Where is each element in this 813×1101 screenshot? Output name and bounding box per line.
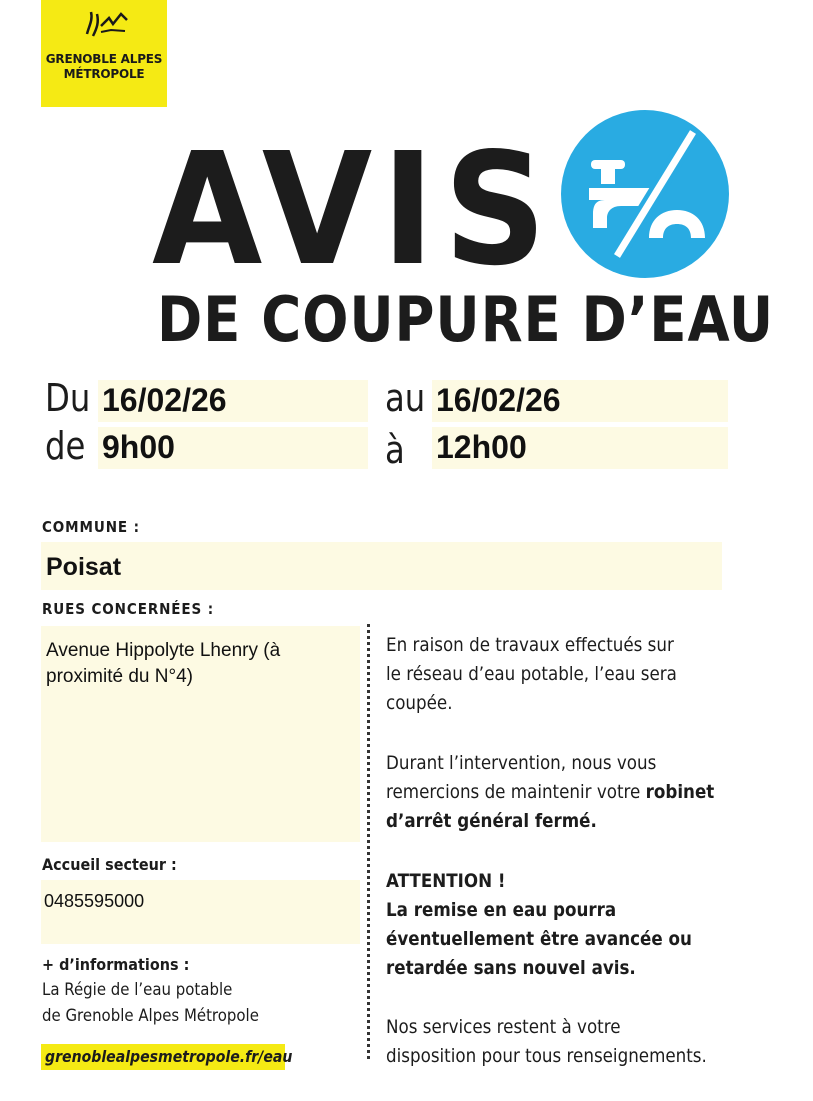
more-info-heading: + d’informations : [42, 955, 190, 974]
website-text[interactable]: grenoblealpesmetropole.fr/eau [45, 1047, 293, 1066]
sector-phone: 0485595000 [44, 891, 145, 911]
attention-block [386, 867, 692, 983]
commune-field [41, 542, 722, 590]
end-time-value: 12h00 [436, 429, 527, 465]
attention-line-3: retardée sans nouvel avis. [386, 957, 636, 979]
column-divider [367, 624, 370, 1059]
no-water-tap-icon [561, 110, 729, 278]
closing-line-2: disposition pour tous renseignements. [386, 1045, 707, 1067]
page-subtitle: DE COUPURE D’EAU [157, 283, 775, 356]
commune-value: Poisat [46, 553, 122, 581]
notice-p1-line-3: coupée. [386, 692, 453, 714]
closing-line-1: Nos services restent à votre [386, 1016, 621, 1038]
notice-p2-bold-robinet: robinet [645, 781, 715, 803]
notice-paragraph-2 [386, 749, 714, 836]
attention-line-1: La remise en eau pourra [386, 899, 617, 921]
streets-field [41, 626, 360, 842]
from-label: Du [45, 376, 91, 420]
streets-line-1: Avenue Hippolyte Lhenry (à [46, 640, 281, 661]
start-time-field [98, 427, 368, 469]
from-date-field [98, 380, 368, 422]
notice-p2-line-1: Durant l’intervention, nous vous [386, 752, 657, 774]
closing-paragraph [386, 1013, 707, 1071]
end-time-field [432, 427, 728, 469]
sector-heading: Accueil secteur : [42, 855, 177, 874]
notice-p2-line-3: d’arrêt général fermé. [386, 810, 597, 832]
more-info-text [42, 977, 259, 1029]
notice-p2-line-2-text: remercions de maintenir votre [386, 781, 646, 803]
page-title: AVIS [152, 119, 556, 300]
from-date-value: 16/02/26 [102, 382, 227, 418]
logo-text-line2: MÉTROPOLE [63, 67, 145, 81]
commune-heading: COMMUNE : [42, 518, 140, 536]
streets-heading: RUES CONCERNÉES : [42, 600, 215, 618]
start-time-value: 9h00 [102, 429, 175, 465]
more-info-line-1: La Régie de l’eau potable [42, 980, 233, 1000]
grenoble-alpes-emblem-icon [79, 6, 131, 42]
to-label: au [385, 376, 426, 420]
to-date-field [432, 380, 728, 422]
more-info-line-2: de Grenoble Alpes Métropole [42, 1006, 259, 1026]
notice-p1-line-2: le réseau d’eau potable, l’eau sera [386, 663, 677, 685]
attention-line-2: éventuellement être avancée ou [386, 928, 692, 950]
streets-value [46, 638, 280, 690]
to-date-value: 16/02/26 [436, 382, 561, 418]
logo-text-line1: GRENOBLE ALPES [45, 52, 163, 66]
start-label: de [45, 424, 86, 468]
notice-p1-line-1: En raison de travaux effectués sur [386, 634, 674, 656]
sector-field [41, 880, 360, 944]
notice-p2-line-2 [386, 778, 714, 807]
streets-line-2: proximité du N°4) [46, 666, 193, 687]
end-label: à [385, 428, 405, 472]
metropole-logo [41, 0, 167, 107]
attention-heading: ATTENTION ! [386, 870, 506, 892]
notice-paragraph-1 [386, 631, 677, 718]
website-link[interactable] [41, 1044, 293, 1070]
